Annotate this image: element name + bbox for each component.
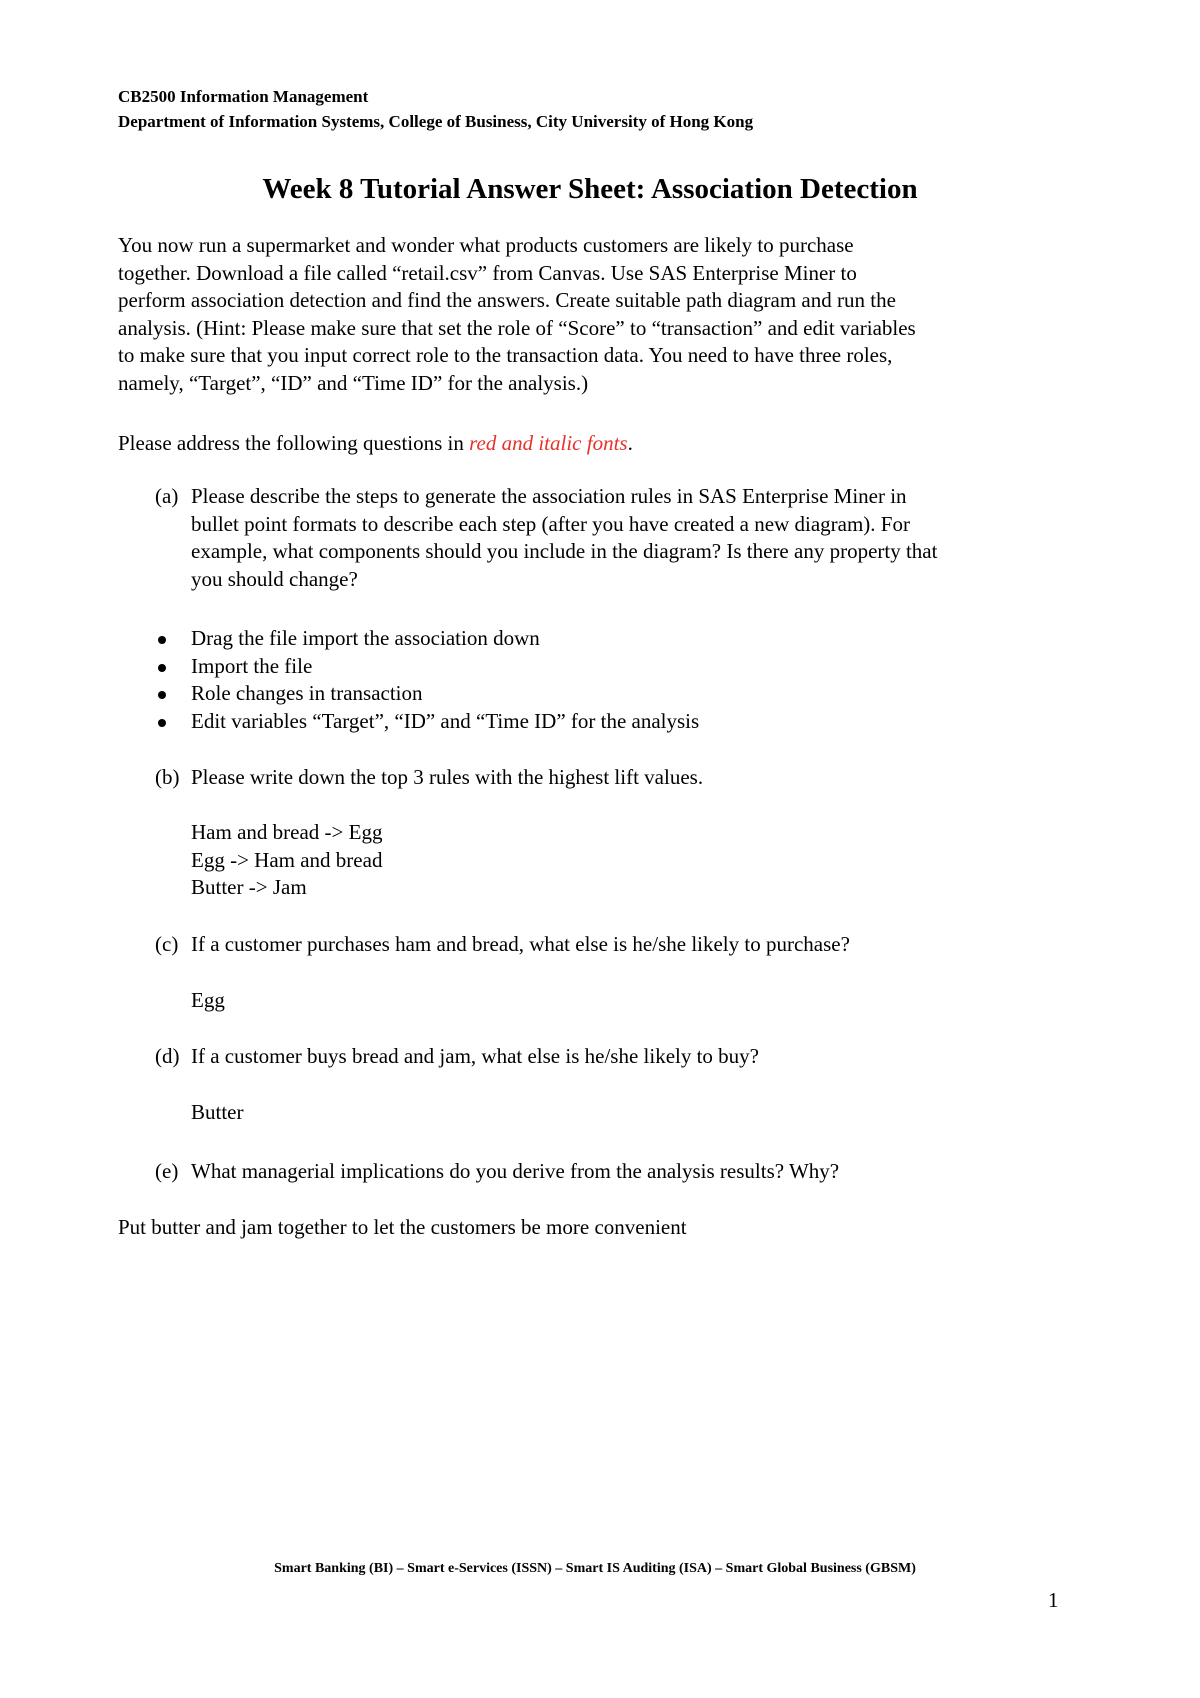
answer-line: Ham and bread -> Egg <box>191 820 383 844</box>
course-header: CB2500 Information Management <box>118 87 369 106</box>
question-label: (e) <box>155 1159 179 1183</box>
page-title: Week 8 Tutorial Answer Sheet: Association Detection <box>262 173 918 205</box>
question-c <box>155 931 1065 959</box>
answer-line: Egg -> Ham and bread <box>191 847 383 872</box>
question-text: If a customer purchases ham and bread, what else is he/she likely to purchase? <box>191 932 850 956</box>
intro-line: analysis. (Hint: Please make sure that set the role of “Score” to “transaction” and edit variables <box>118 315 916 340</box>
question-a <box>155 483 1065 593</box>
instruction-suffix: . <box>627 431 633 455</box>
instruction-prefix: Please address the following questions in <box>118 431 470 455</box>
answer-c: Egg <box>191 988 225 1012</box>
bullet-dot-icon <box>158 664 166 672</box>
question-e <box>155 1158 1065 1186</box>
question-label: (a) <box>155 484 179 508</box>
question-line: Please describe the steps to generate the association rules in SAS Enterprise Miner in <box>191 484 907 508</box>
intro-paragraph <box>118 232 1078 397</box>
question-text: What managerial implications do you derive from the analysis results? Why? <box>191 1159 840 1183</box>
question-label: (c) <box>155 932 179 956</box>
bullet-item: Import the file <box>155 653 699 681</box>
intro-line: perform association detection and find the answers. Create suitable path diagram and run the <box>118 288 896 312</box>
bullet-item: Role changes in transaction <box>155 680 699 708</box>
intro-line: You now run a supermarket and wonder what products customers are likely to purchase <box>118 233 854 257</box>
question-text: If a customer buys bread and jam, what else is he/she likely to buy? <box>191 1044 760 1068</box>
page-footer: Smart Banking (BI) – Smart e-Services (ISSN) – Smart IS Auditing (ISA) – Smart Global Business (GBSM) <box>274 1561 916 1576</box>
answer-line: Butter -> Jam <box>191 875 307 899</box>
instruction-emphasis: red and italic fonts <box>469 431 628 455</box>
department-header: Department of Information Systems, College of Business, City University of Hong Kong <box>118 112 754 131</box>
intro-line: together. Download a file called “retail.csv” from Canvas. Use SAS Enterprise Miner to <box>118 260 857 285</box>
answer-d: Butter <box>191 1100 244 1124</box>
question-b <box>155 764 1065 792</box>
bullet-dot-icon <box>158 691 166 699</box>
intro-line: to make sure that you input correct role to the transaction data. You need to have three roles, <box>118 343 893 367</box>
page-number: 1 <box>1048 1588 1059 1612</box>
instruction-line <box>118 430 633 458</box>
question-line: bullet point formats to describe each step (after you have created a new diagram). For <box>191 511 910 536</box>
question-d <box>155 1043 1065 1071</box>
bullet-item: Drag the file import the association down <box>155 625 699 653</box>
intro-line: namely, “Target”, “ID” and “Time ID” for the analysis.) <box>118 370 589 395</box>
answer-b <box>191 819 382 902</box>
answer-a-bullet-list <box>155 625 699 735</box>
bullet-dot-icon <box>158 636 166 644</box>
question-label: (d) <box>155 1044 180 1068</box>
question-text: Please write down the top 3 rules with the highest lift values. <box>191 765 704 789</box>
bullet-dot-icon <box>158 719 166 727</box>
bullet-item: Edit variables “Target”, “ID” and “Time ID” for the analysis <box>155 708 699 736</box>
question-line: example, what components should you include in the diagram? Is there any property that <box>191 539 938 563</box>
answer-e: Put butter and jam together to let the customers be more convenient <box>118 1215 687 1239</box>
question-label: (b) <box>155 765 180 789</box>
question-line: you should change? <box>191 566 358 591</box>
